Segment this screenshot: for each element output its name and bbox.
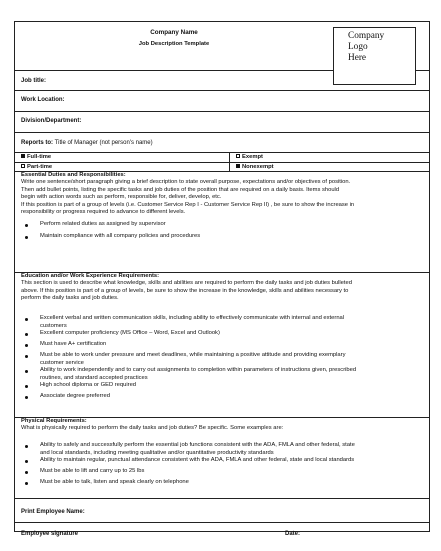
- education-bullet-cont: routines, and standard accepted practices: [40, 374, 148, 381]
- print-name-label: Print Employee Name:: [21, 509, 85, 515]
- education-section: [15, 273, 429, 418]
- checked-box-icon: [236, 164, 240, 168]
- bullet-icon: [25, 460, 28, 463]
- physical-section: [15, 418, 429, 499]
- nonexempt-label: Nonexempt: [242, 164, 274, 170]
- duties-text-line: If this position is part of a group of levels (i.e. Customer Service Rep I - Customer Service Rep II) , be sure to show the increase in: [21, 201, 355, 208]
- bullet-icon: [25, 370, 28, 373]
- education-bullet: High school diploma or GED required: [40, 382, 137, 388]
- duties-bullet: Perform related duties as assigned by supervisor: [40, 221, 166, 227]
- physical-heading: Physical Requirements:: [21, 418, 87, 424]
- employment-type-row-2: [15, 163, 429, 172]
- duties-text-line: Write one sentence/short paragraph giving a brief description to state overall purpose, expectations and/or objectives of position.: [21, 179, 351, 185]
- bullet-icon: [25, 471, 28, 474]
- bullet-icon: [25, 482, 28, 485]
- company-name: Company Name: [150, 29, 198, 36]
- education-bullet-cont: customers: [40, 322, 67, 329]
- education-bullet: Must have A+ certification: [40, 341, 107, 347]
- job-title-row[interactable]: [15, 70, 429, 91]
- work-location-row[interactable]: [15, 91, 429, 112]
- form-header: [15, 22, 429, 71]
- duties-text-line: begin with action words such as perform, responsible for, deliver, develop, etc.: [21, 194, 222, 200]
- education-bullet-cont: customer service: [40, 359, 84, 366]
- physical-text-line: What is physically required to perform the daily tasks and job duties? Be specific. Some examples are:: [21, 425, 284, 431]
- signature-label: Employee signature: [21, 531, 79, 537]
- reports-to-value: Title of Manager (not person's name): [54, 140, 153, 146]
- logo-line: Logo: [348, 42, 368, 52]
- duties-heading: Essential Duties and Responsibilities:: [21, 172, 126, 178]
- part-time-option[interactable]: [21, 164, 52, 171]
- reports-to: [21, 140, 153, 146]
- work-location-label: Work Location:: [21, 97, 65, 103]
- bullet-icon: [25, 355, 28, 358]
- employment-type-row-1: [15, 153, 429, 162]
- nonexempt-option[interactable]: [236, 164, 274, 171]
- employment-column-divider: [229, 153, 230, 172]
- education-bullet: Associate degree preferred: [40, 393, 110, 399]
- logo-line: Here: [348, 53, 367, 63]
- physical-bullet-cont: and local standards, including meeting qualitative and/or quantitative productivity standards: [40, 449, 274, 456]
- date-label: Date:: [285, 531, 301, 537]
- bullet-icon: [25, 344, 28, 347]
- job-description-form: [14, 21, 430, 537]
- education-text-line: This section is used to describe what knowledge, skills and abilities are required to perform the daily tasks and job duties bulleted: [21, 280, 352, 286]
- duties-section: [15, 172, 429, 273]
- bullet-icon: [25, 385, 28, 388]
- physical-bullet: Must be able to talk, listen and speak clearly on telephone: [40, 479, 189, 485]
- education-bullet: Excellent computer proficiency (MS Office – Word, Excel and Outlook): [40, 330, 220, 336]
- bullet-icon: [25, 224, 28, 227]
- full-time-label: Full-time: [27, 154, 52, 160]
- division-label: Division/Department:: [21, 118, 82, 124]
- division-row[interactable]: [15, 112, 429, 133]
- education-text-line: perform the daily tasks and job duties.: [21, 295, 119, 301]
- bullet-icon: [25, 236, 28, 239]
- duties-text-line: Then add bullet points, listing the specific tasks and job duties of the position that are required on a daily basis. Items should: [21, 186, 340, 193]
- reports-to-row[interactable]: [15, 133, 429, 153]
- footer-divider: [15, 522, 429, 523]
- education-bullet: Excellent verbal and written communication skills, including ability to effectively communicate with internal and external: [40, 315, 345, 321]
- checkbox-icon: [236, 154, 240, 158]
- full-time-option[interactable]: [21, 154, 51, 161]
- education-bullet: Must be able to work under pressure and meet deadlines, while maintaining a positive attitude and providing exemplary: [40, 352, 346, 358]
- bullet-icon: [25, 396, 28, 399]
- job-title-label: Job title:: [21, 78, 46, 84]
- physical-bullet: Ability to maintain regular, punctual attendance consistent with the ADA, FMLA and other federal, state and local standards: [40, 457, 355, 463]
- education-heading: Education and/or Work Experience Requirements:: [21, 273, 160, 279]
- part-time-label: Part-time: [27, 164, 53, 170]
- reports-to-label: Reports to:: [21, 140, 53, 146]
- bullet-icon: [25, 445, 28, 448]
- physical-bullet: Ability to safely and successfully perform the essential job functions consistent with the ADA, FMLA and other federal, state: [40, 442, 355, 448]
- education-text-line: above. If this position is part of a group of levels, be sure to show the increase in the knowledge, skills and abilities necessary to: [21, 287, 349, 294]
- checked-box-icon: [21, 154, 25, 158]
- duties-bullet: Maintain compliance with all company policies and procedures: [40, 233, 201, 239]
- education-bullet: Ability to work independently and to carry out assignments to completion within parameters of instructions given, prescribed: [40, 367, 357, 373]
- exempt-label: Exempt: [242, 154, 263, 160]
- checkbox-icon: [21, 164, 25, 168]
- duties-text-line: responsibility or progress required to advance to different levels.: [21, 209, 186, 215]
- physical-bullet: Must be able to lift and carry up to 25 lbs: [40, 468, 145, 474]
- exempt-option[interactable]: [236, 154, 263, 161]
- bullet-icon: [25, 333, 28, 336]
- template-title: Job Description Template: [138, 41, 210, 47]
- logo-line: Company: [348, 31, 385, 41]
- bullet-icon: [25, 318, 28, 321]
